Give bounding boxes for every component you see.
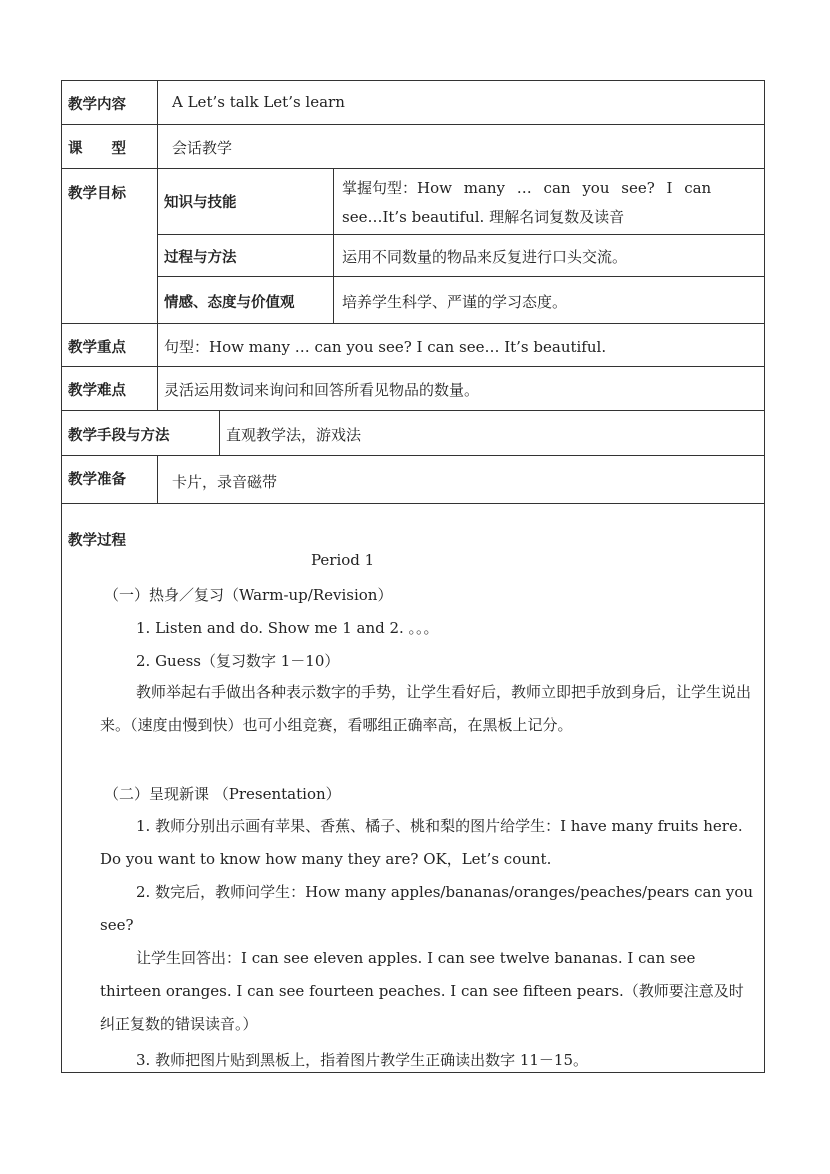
goal-value: 培养学生科学、严谨的学习态度。 [342,293,568,311]
prep-value: 卡片，录音磁带 [172,473,278,491]
goal-value: 运用不同数量的物品来反复进行口头交流。 [342,248,628,266]
goal-label: 过程与方法 [164,250,237,266]
goal-label: 情感、态度与价值观 [164,295,295,311]
list-item: 3. 教师把图片贴到黑板上，指着图片教学生正确读出数字 11－15。 [136,1051,589,1069]
methods-value: 直观教学法，游戏法 [226,426,362,444]
paragraph: 教师举起右手做出各种表示数字的手势，让学生看好后，教师立即把手放到身后，让学生说出来。（速度由慢到快）也可小组竞赛，看哪组正确率高，在黑板上记分。 [100,683,752,734]
cell [157,124,765,169]
difficulty-value: 灵活运用数词来询问和回答所看见物品的数量。 [164,381,480,399]
list-item: 1. Listen and do. Show me 1 and 2. 。。。 [136,619,439,637]
goal-value: see…It’s beautiful. 理解名词复数及读音 [342,208,625,226]
key-label: 教学重点 [68,340,126,356]
key-value: 句型：How many … can you see? I can see… It’s beautiful. [164,338,607,356]
section-heading: （二）呈现新课 （Presentation） [104,785,341,803]
goal-label: 知识与技能 [164,195,237,211]
paragraph: 让学生回答出：I can see eleven apples. I can see twelve bananas. I can see thirteen oranges. I can see fourteen peaches. I can see fifteen pears.（教师要注意及时纠正复数的错误读音。） [100,949,744,1033]
process-title: 教学过程 [68,533,126,549]
content-value: A Let’s talk Let’s learn [172,93,345,111]
type-label: 课 型 [68,141,126,157]
difficulty-label: 教学难点 [68,383,126,399]
period-heading: Period 1 [311,551,375,569]
methods-label: 教学手段与方法 [68,428,170,444]
list-item: 1. 教师分别出示画有苹果、香蕉、橘子、桃和梨的图片给学生：I have many fruits here. Do you want to know how many they are? OK，Let’s count. [100,817,743,868]
section-heading: （一）热身／复习（Warm-up/Revision） [104,586,393,604]
prep-label: 教学准备 [68,472,126,488]
goals-label: 教学目标 [68,186,126,202]
goal-value: 掌握句型：How many … can you see? I can [342,179,712,197]
content-label: 教学内容 [68,97,126,113]
list-item: 2. Guess（复习数字 1－10） [136,652,340,670]
list-item: 2. 数完后，教师问学生：How many apples/bananas/oranges/peaches/pears can you see? [100,883,754,934]
type-value: 会话教学 [172,139,233,157]
